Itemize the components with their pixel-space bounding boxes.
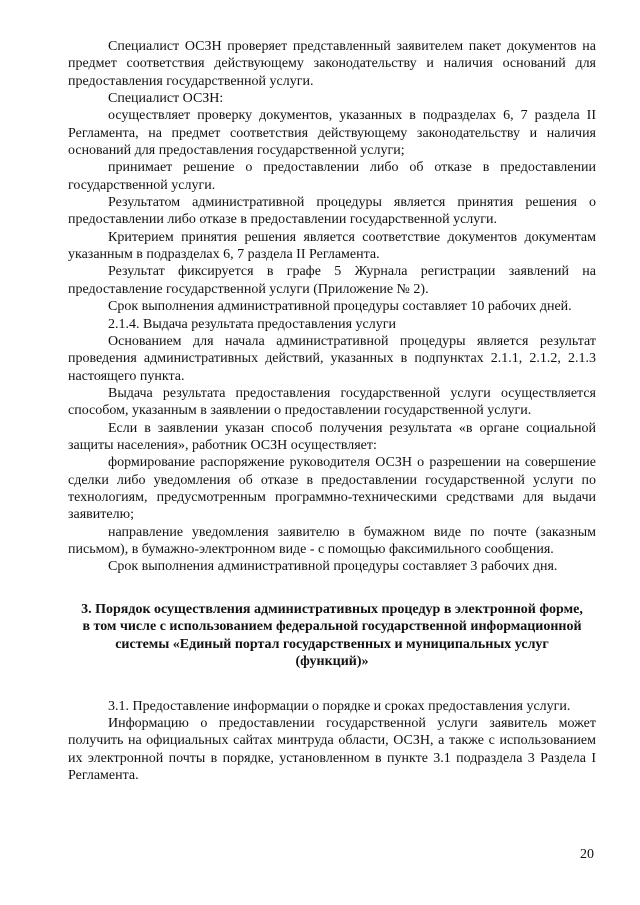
subsection-title-2-1-4: 2.1.4. Выдача результата предоставления услуги [108,316,396,332]
paragraph-3-1: 3.1. Предоставление информации о порядке и сроках предоставления услуги. [108,698,571,714]
paragraph-registration: Результат фиксируется в графе 5 Журнала регистрации заявлений на предоставление государственной услуги (Приложение № 2). [68,264,596,297]
paragraph-order-formation: формирование распоряжение руководителя ОСЗН о разрешении на совершение сделки либо уведомления об отказе в предоставлении государственной услуги по технологиям, предусмотренным программно-техническими средствами для выдачи заявителю; [68,455,596,523]
paragraph-specialist: Специалист ОСЗН: [108,91,224,107]
paragraph-deadline-10: Срок выполнения административной процедуры составляет 10 рабочих дней. [108,299,572,315]
paragraph-verify-docs: осуществляет проверку документов, указанных в подразделах 6, 7 раздела II Регламента, на предмет соответствия действующему законодательству и наличия оснований для предоставления государственной услуги; [68,108,596,159]
paragraph-deadline-3: Срок выполнения административной процедуры составляет 3 рабочих дня. [108,559,558,575]
paragraph-if-osz: Если в заявлении указан способ получения результата «в органе социальной защиты населения», работник ОСЗН осуществляет: [68,420,596,453]
document-body [68,38,596,784]
paragraph-info-sites: Информацию о предоставлении государственной услуги заявитель может получить на официальных сайтах минтруда области, ОСЗН, а также с использованием их электронной почты в порядке, установленном в пункте 3.1 подраздела 3 Раздела I Регламента. [68,716,596,784]
paragraph-osz-check: Специалист ОСЗН проверяет представленный заявителем пакет документов на предмет соответствия действующему законодательству и наличия оснований для предоставления государственной услуги. [68,39,596,89]
page-number: 20 [580,847,594,862]
section-heading: 3. Порядок осуществления административных процедур в электронной форме, в том числе с использованием федеральной государственной информационной системы «Единый портал государственных и муниципальных услуг (функций)» [81,601,583,670]
paragraph-notification: направление уведомления заявителю в бумажном виде по почте (заказным письмом), в бумажно-электронном виде - с помощью факсимильного сообщения. [68,524,596,557]
paragraph-basis: Основанием для начала административной процедуры является результат проведения административных действий, указанных в подпунктах 2.1.1, 2.1.2, 2.1.3 настоящего пункта. [68,333,596,384]
paragraph-decision: принимает решение о предоставлении либо об отказе в предоставлении государственной услуги. [68,160,596,193]
paragraph-issuance: Выдача результата предоставления государственной услуги осуществляется способом, указанным в заявлении о предоставлении государственной услуги. [68,385,596,419]
paragraph-criterion: Критерием принятия решения является соответствие документов документам указанным в подразделах 6, 7 раздела II Регламента. [68,229,596,263]
paragraph-result: Результатом административной процедуры является принятия решения о предоставлении либо отказе в предоставлении государственной услуги. [68,195,596,228]
